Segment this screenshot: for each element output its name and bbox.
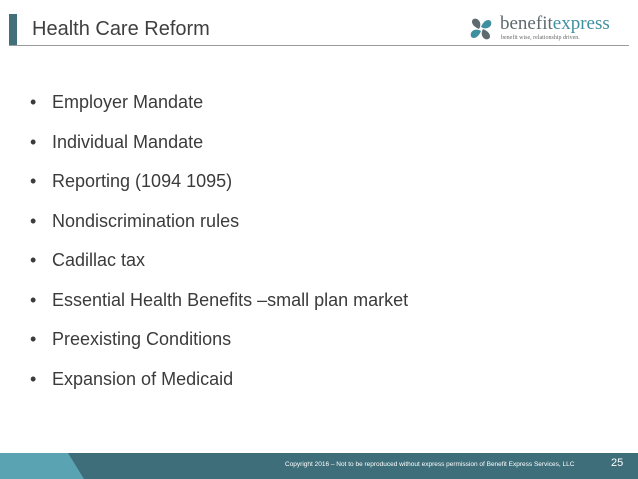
copyright-notice: Copyright 2016 – Not to be reproduced without express permission of Benefit Express Services, LLC (285, 461, 575, 468)
bullet-marker: • (30, 250, 37, 270)
slide-title: Health Care Reform (32, 18, 210, 40)
logo-pinwheel-icon (466, 14, 496, 44)
bullet-marker: • (30, 368, 37, 389)
bullet-marker: • (30, 92, 37, 112)
header-accent-bar (9, 14, 17, 45)
list-item-text: Preexisting Conditions (52, 329, 232, 349)
list-item-text: Nondiscrimination rules (52, 210, 240, 231)
bullet-marker: • (30, 210, 37, 231)
company-logo (466, 14, 626, 44)
bullet-list (30, 90, 408, 406)
logo-wordmark-part2: express (552, 13, 610, 34)
list-item (30, 90, 408, 130)
logo-wordmark-part1: benefit (500, 13, 553, 34)
bullet-marker: • (30, 171, 37, 191)
list-item (30, 209, 408, 249)
bullet-marker: • (30, 329, 37, 349)
list-item-text: Expansion of Medicaid (52, 368, 234, 389)
list-item (30, 288, 408, 328)
list-item (30, 169, 408, 209)
logo-tagline: benefit wise, relationship driven. (501, 35, 580, 41)
logo-wordmark (500, 14, 610, 34)
bullet-marker: • (30, 289, 37, 310)
list-item (30, 248, 408, 288)
header-divider (9, 45, 629, 46)
list-item-text: Cadillac tax (52, 250, 146, 270)
list-item-text: Employer Mandate (52, 92, 204, 112)
list-item (30, 130, 408, 170)
bullet-marker: • (30, 131, 37, 152)
list-item-text: Individual Mandate (52, 131, 204, 152)
list-item-text: Reporting (1094 1095) (52, 171, 233, 191)
list-item-text: Essential Health Benefits –small plan market (52, 289, 409, 310)
list-item (30, 327, 408, 367)
page-number: 25 (611, 457, 624, 469)
list-item (30, 367, 408, 407)
